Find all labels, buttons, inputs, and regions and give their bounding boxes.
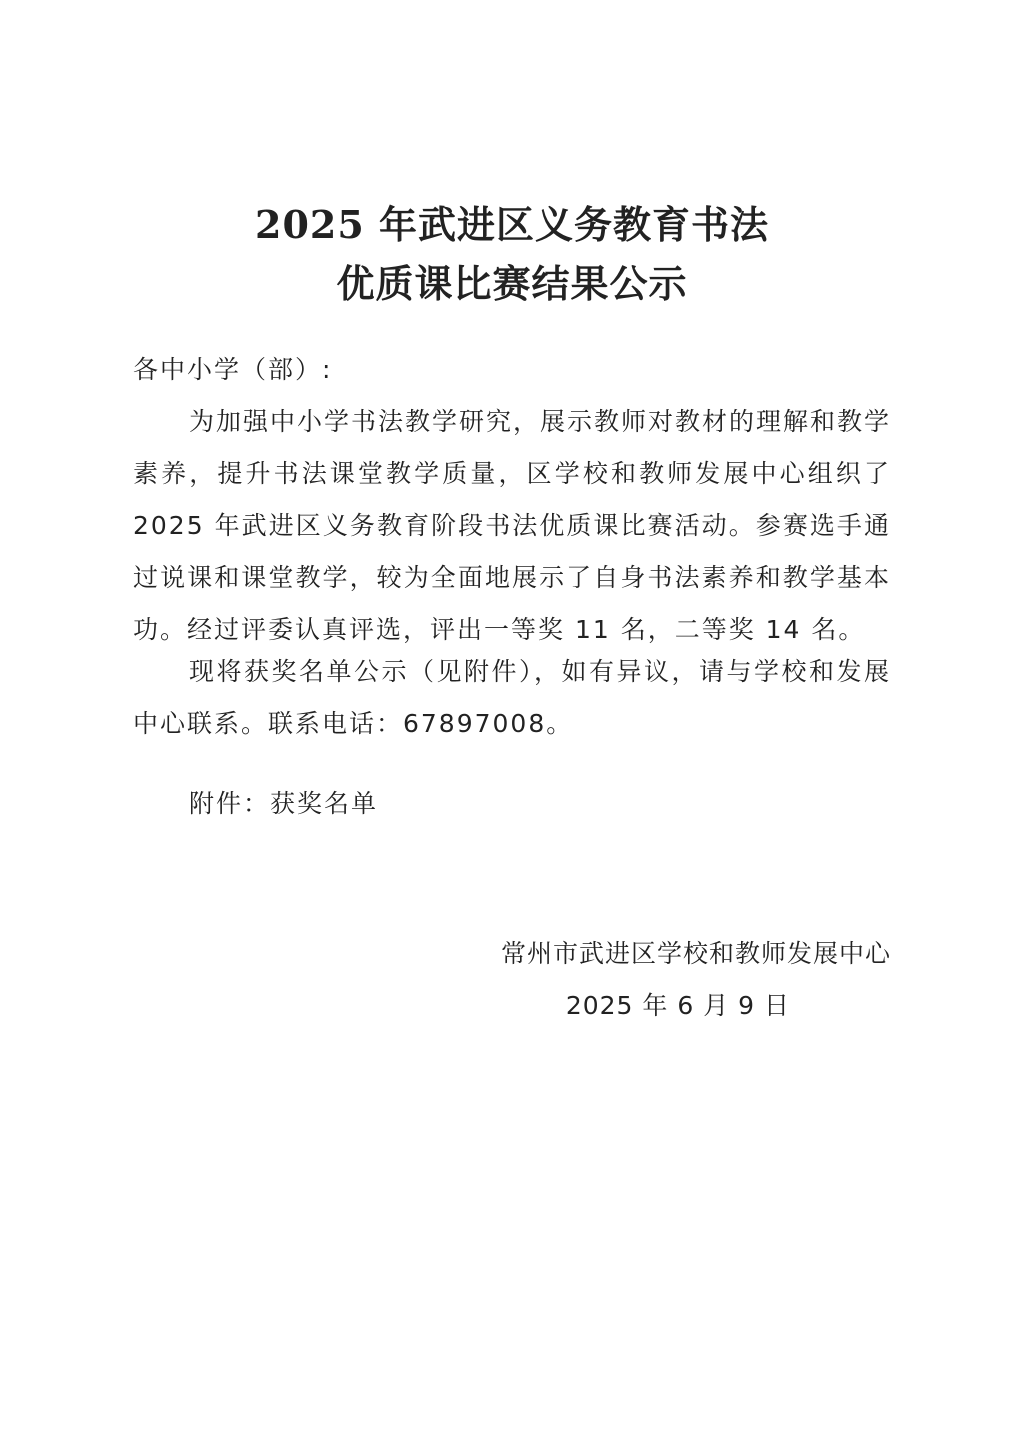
salutation: 各中小学（部）: [133, 355, 333, 384]
issue-date: 2025 年 6 月 9 日 [565, 991, 790, 1020]
body-paragraph-1: 为加强中小学书法教学研究，展示教师对教材的理解和教学素养，提升书法课堂教学质量，区学校和教师发展中心组织了 2025 年武进区义务教育阶段书法优质课比赛活动。参赛选手通过说课和课堂教学，较为全面地展示了自身书法素养和教学基本功。经过评委认真评选，评出一等奖 11 名，二等奖 14 名。 [133, 407, 892, 644]
issuer-name: 常州市武进区学校和教师发展中心 [500, 939, 891, 968]
document-title-line-2: 优质课比赛结果公示 [336, 261, 688, 306]
document-title-line-1: 2025 年武进区义务教育书法 [255, 202, 769, 247]
attachment-note: 附件：获奖名单 [189, 789, 379, 818]
body-paragraph-2: 现将获奖名单公示（见附件），如有异议，请与学校和发展中心联系。联系电话：67897008。 [133, 657, 891, 738]
